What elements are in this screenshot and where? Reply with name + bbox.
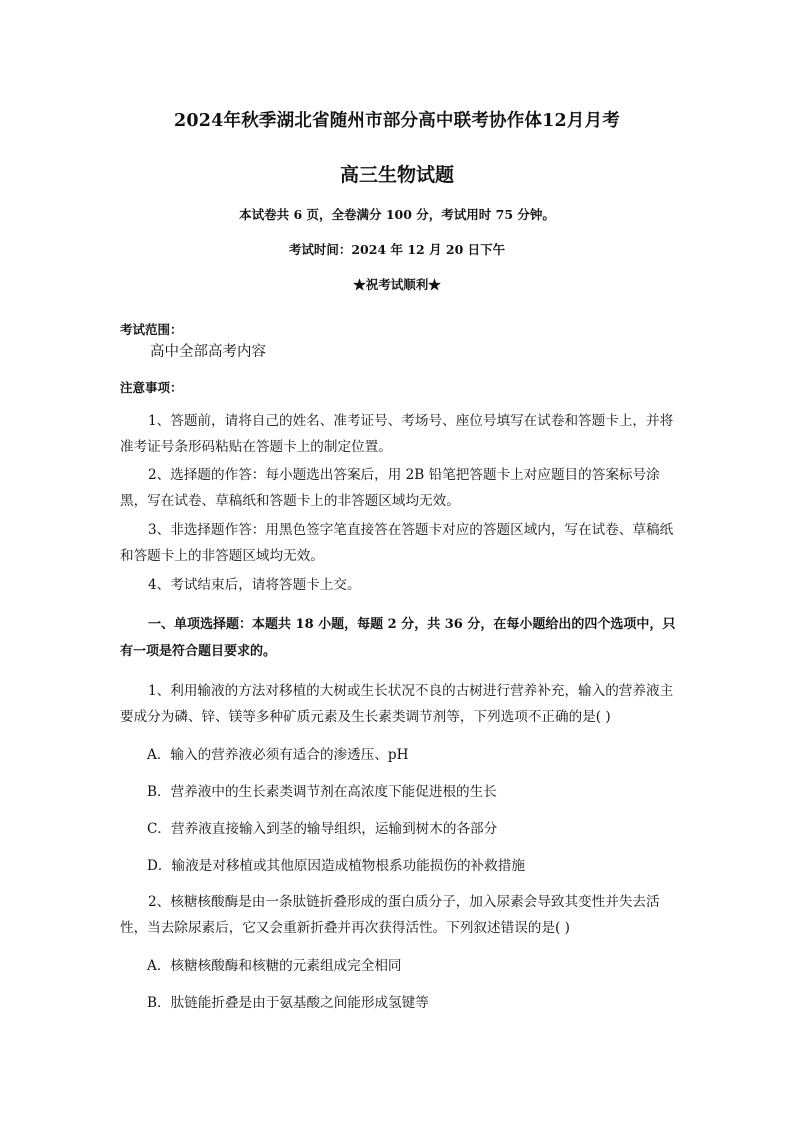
question-1-option-d: D．输液是对移植或其他原因造成植物根系功能损伤的补救措施 [147,858,525,874]
section-heading: 一、单项选择题：本题共 18 小题，每题 2 分，共 36 分，在每小题给出的四个选项中，只有一项是符合题目要求的。 [120,617,676,659]
note-item-2: 2、选择题的作答：每小题选出答案后，用 2B 铅笔把答题卡上对应题目的答案标号涂黑，写在试卷、草稿纸和答题卡上的非答题区域均无效。 [120,467,660,509]
question-1-option-b: B．营养液中的生长素类调节剂在高浓度下能促进根的生长 [147,784,497,800]
subject-title: 高三生物试题 [339,164,454,186]
note-item-3: 3、非选择题作答：用黑色签字笔直接答在答题卡对应的答题区域内，写在试卷、草稿纸和答题卡上的非答题区域均无效。 [120,522,674,564]
exam-time: 考试时间：2024 年 12 月 20 日下午 [288,242,506,257]
question-1-option-a: A．输入的营养液必须有适合的渗透压、pH [147,747,409,763]
exam-title: 2024年秋季湖北省随州市部分高中联考协作体12月月考 [174,111,620,131]
question-2-stem: 2、核糖核酸酶是由一条肽链折叠形成的蛋白质分子，加入尿素会导致其变性并失去活性，当去除尿素后，它又会重新折叠并再次获得活性。下列叙述错误的是( ) [120,894,660,936]
exam-motto: ★祝考试顺利★ [353,277,441,292]
notes-label: 注意事项： [120,380,183,395]
question-2-option-b: B．肽链能折叠是由于氨基酸之间能形成氢键等 [147,995,429,1011]
question-1-option-c: C．营养液直接输入到茎的输导组织，运输到树木的各部分 [147,821,498,837]
scope-content: 高中全部高考内容 [150,344,266,360]
note-item-1: 1、答题前，请将自己的姓名、准考证号、考场号、座位号填写在试卷和答题卡上，并将准考证号条形码粘贴在答题卡上的制定位置。 [120,413,674,455]
question-1-stem: 1、利用输液的方法对移植的大树或生长状况不良的古树进行营养补充，输入的营养液主要成分为磷、锌、镁等多种矿质元素及生长素类调节剂等，下列选项不正确的是( ) [120,683,674,725]
scope-label: 考试范围： [120,322,183,337]
note-item-4: 4、考试结束后，请将答题卡上交。 [148,577,361,593]
question-2-option-a: A．核糖核酸酶和核糖的元素组成完全相同 [147,958,402,974]
exam-info-line: 本试卷共 6 页，全卷满分 100 分，考试用时 75 分钟。 [239,207,555,222]
